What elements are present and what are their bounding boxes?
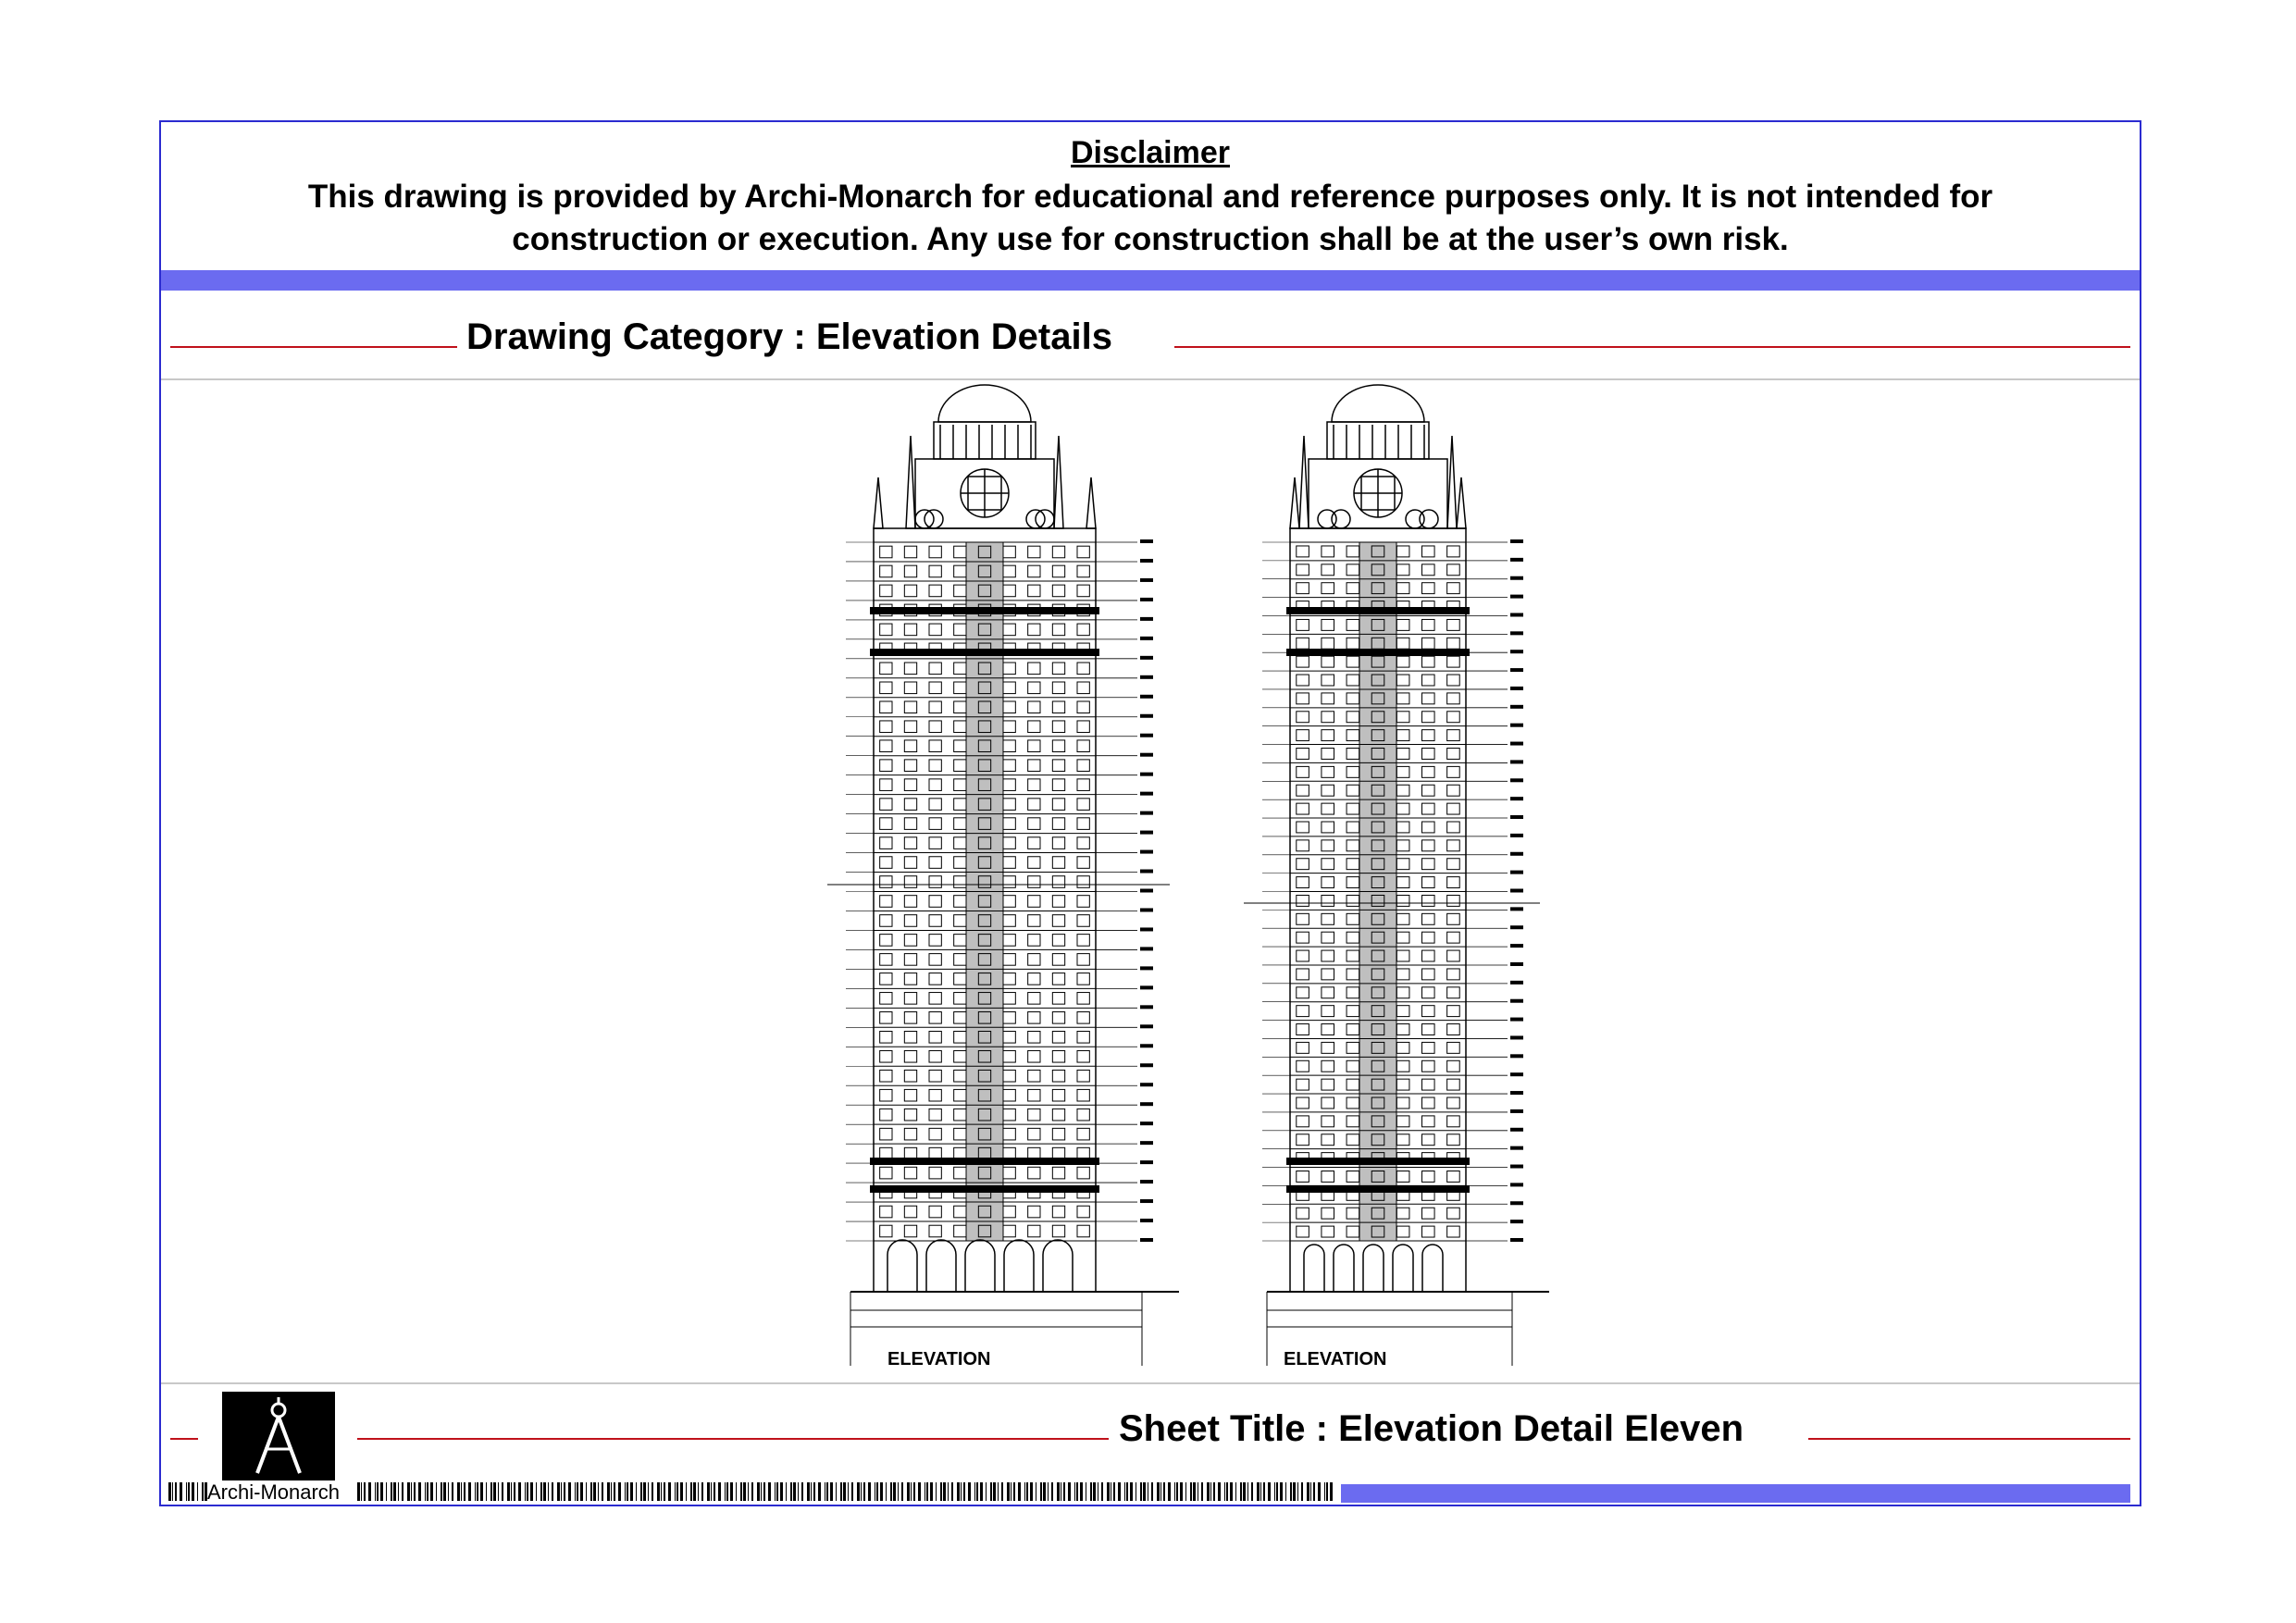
header-accent-bar bbox=[161, 270, 2140, 291]
barcode-strip-right bbox=[357, 1482, 1338, 1501]
category-band bbox=[161, 291, 2140, 380]
tower-elevation-right bbox=[1244, 385, 1549, 1366]
footer-rule-left bbox=[170, 1438, 198, 1440]
brand-name: Archi-Monarch bbox=[207, 1481, 341, 1504]
category-rule-right bbox=[1174, 346, 2130, 348]
drawing-sheet bbox=[159, 120, 2141, 1506]
elevation-label-left: ELEVATION bbox=[887, 1349, 991, 1369]
elevation-label-right: ELEVATION bbox=[1284, 1349, 1387, 1369]
compass-divider-icon bbox=[222, 1392, 335, 1481]
tower-elevation-left bbox=[827, 385, 1179, 1366]
footer-rule-right bbox=[1808, 1438, 2130, 1440]
elevation-drawings bbox=[161, 380, 2140, 1498]
footer-rule-middle bbox=[357, 1438, 1109, 1440]
drawing-area bbox=[161, 380, 2140, 1498]
footer-separator bbox=[161, 1382, 2140, 1384]
disclaimer-text: This drawing is provided by Archi-Monarch for educational and reference purposes only. It is not intended for construction or execution. Any use for construction shall be at the user’s own risk. bbox=[307, 179, 1993, 257]
footer-accent-bar bbox=[1341, 1484, 2130, 1503]
disclaimer-title: Disclaimer bbox=[1071, 135, 1230, 170]
barcode-strip-left bbox=[168, 1482, 372, 1501]
category-rule-left bbox=[170, 346, 457, 348]
sheet-title: Sheet Title : Elevation Detail Eleven bbox=[1119, 1408, 1744, 1449]
drawing-category: Drawing Category : Elevation Details bbox=[466, 316, 1112, 357]
